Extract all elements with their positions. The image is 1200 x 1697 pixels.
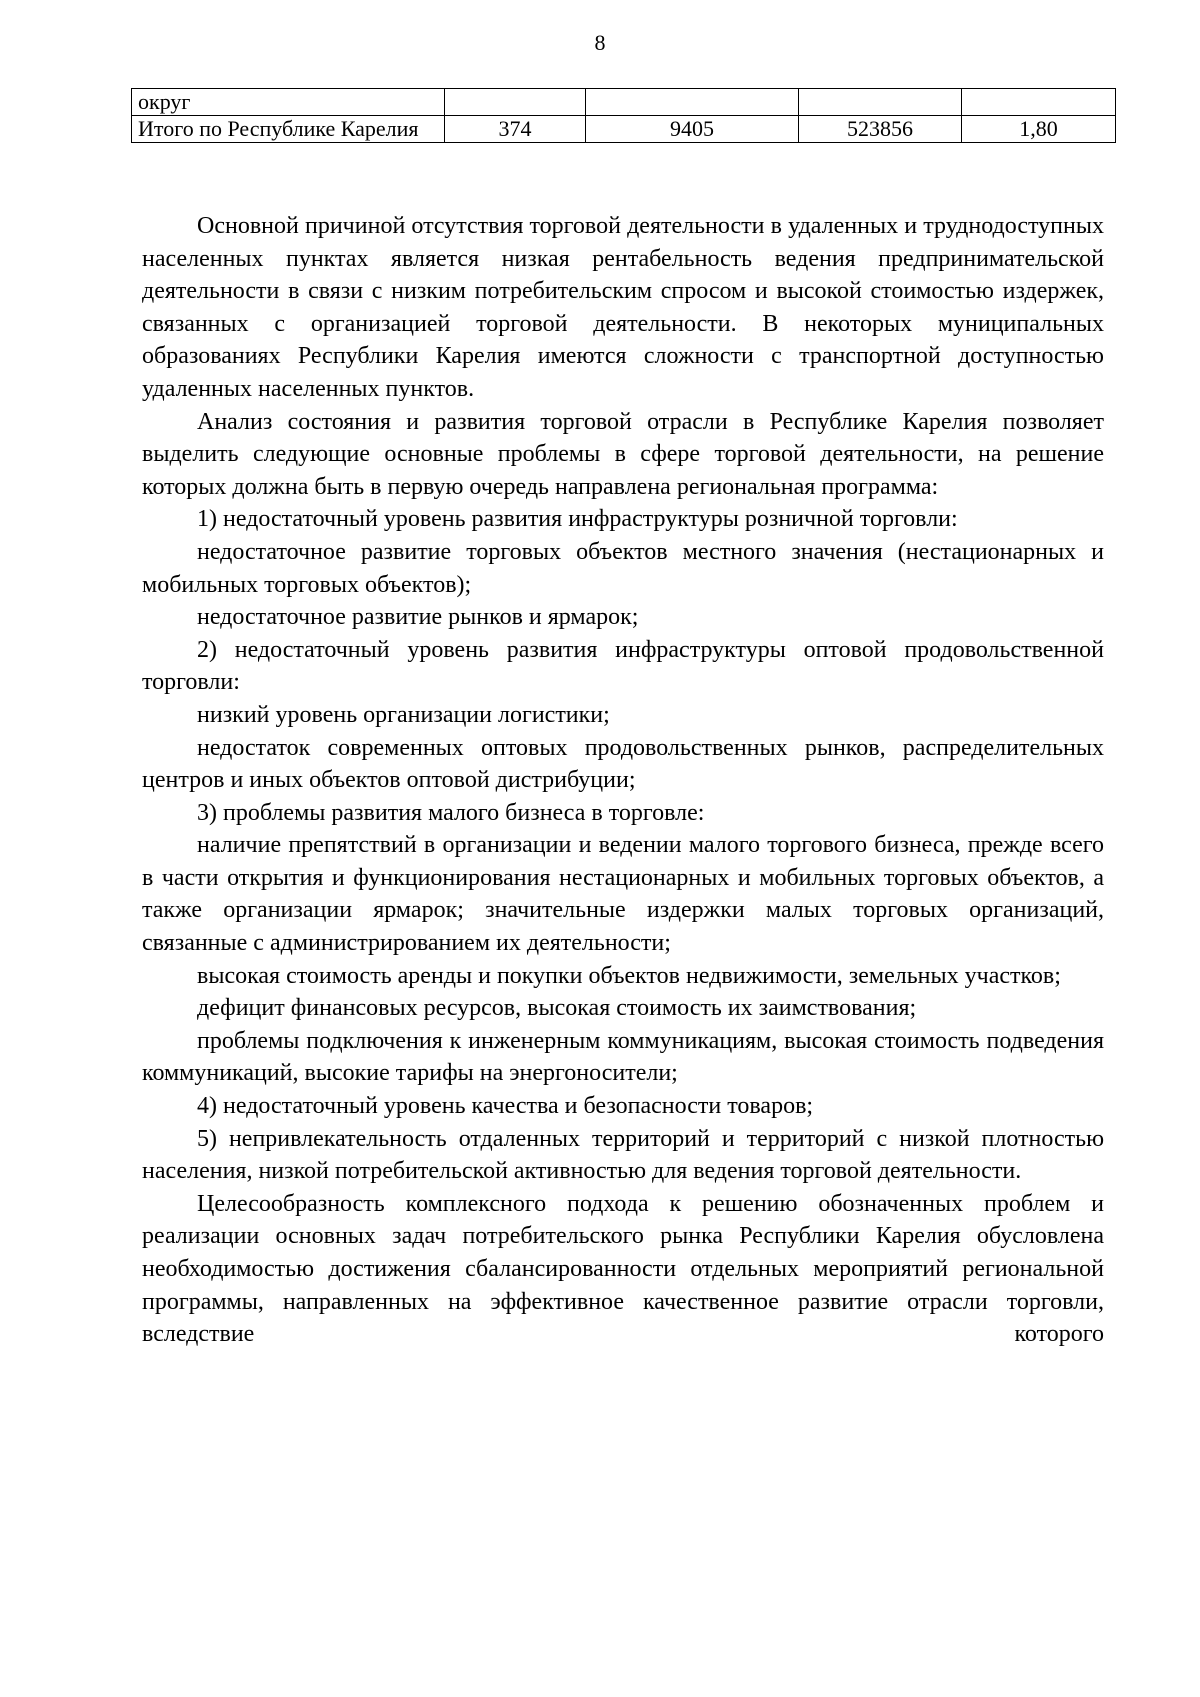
page-number: 8	[594, 30, 606, 55]
table-cell	[799, 89, 962, 116]
paragraph: Анализ состояния и развития торговой отрасли в Республике Карелия позволяет выделить следующие основные проблемы в сфере торговой деятельности, на решение которых должна быть в первую очередь направлена региональная программа:	[142, 408, 1104, 500]
table-row	[132, 116, 1116, 143]
paragraph: наличие препятствий в организации и ведении малого торгового бизнеса, прежде всего в части открытия и функционирования нестационарных и мобильных торговых объектов, а также организации ярмарок; значительные издержки малых торговых организаций, связанные с администрированием их деятельности;	[142, 832, 1104, 957]
paragraph: проблемы подключения к инженерным коммуникациям, высокая стоимость подведения коммуникаций, высокие тарифы на энергоносители;	[142, 1027, 1104, 1087]
body-text	[142, 210, 1104, 1351]
paragraph: недостаток современных оптовых продовольственных рынков, распределительных центров и иных объектов оптовой дистрибуции;	[142, 734, 1104, 794]
paragraph: дефицит финансовых ресурсов, высокая стоимость их заимствования;	[197, 995, 917, 1022]
table-cell: 1,80	[962, 116, 1116, 143]
paragraph: 3) проблемы развития малого бизнеса в торговле:	[197, 799, 705, 826]
table-cell: 9405	[586, 116, 799, 143]
table-row	[132, 89, 1116, 116]
paragraph: 2) недостаточный уровень развития инфраструктуры оптовой продовольственной торговли:	[142, 636, 1104, 696]
paragraph: низкий уровень организации логистики;	[197, 701, 610, 728]
paragraph: недостаточное развитие рынков и ярмарок;	[197, 604, 639, 631]
paragraph: Основной причиной отсутствия торговой деятельности в удаленных и труднодоступных населенных пунктах является низкая рентабельность ведения предпринимательской деятельности в связи с низким потребительским спросом и высокой стоимостью издержек, связанных с организацией торговой деятельности. В некоторых муниципальных образованиях Республики Карелия имеются сложности с транспортной доступностью удаленных населенных пунктов.	[142, 213, 1104, 402]
paragraph: 1) недостаточный уровень развития инфраструктуры розничной торговли:	[197, 506, 958, 533]
table-cell: 523856	[799, 116, 962, 143]
paragraph: Целесообразность комплексного подхода к решению обозначенных проблем и реализации основных задач потребительского рынка Республики Карелия обусловлена необходимостью достижения сбалансированности отдельных мероприятий региональной программы, направленных на эффективное качественное развитие отрасли торговли, вследствие которого	[142, 1190, 1104, 1348]
table-cell: округ	[132, 89, 445, 116]
table-cell	[586, 89, 799, 116]
table-cell: Итого по Республике Карелия	[132, 116, 445, 143]
paragraph: недостаточное развитие торговых объектов местного значения (нестационарных и мобильных торговых объектов);	[142, 538, 1104, 598]
table-cell	[445, 89, 586, 116]
table-cell	[962, 89, 1116, 116]
paragraph: 5) непривлекательность отдаленных территорий и территорий с низкой плотностью населения, низкой потребительской активностью для ведения торговой деятельности.	[142, 1125, 1104, 1185]
summary-table	[131, 88, 1116, 143]
table-cell: 374	[445, 116, 586, 143]
paragraph: 4) недостаточный уровень качества и безопасности товаров;	[197, 1093, 814, 1120]
paragraph: высокая стоимость аренды и покупки объектов недвижимости, земельных участков;	[197, 962, 1061, 989]
